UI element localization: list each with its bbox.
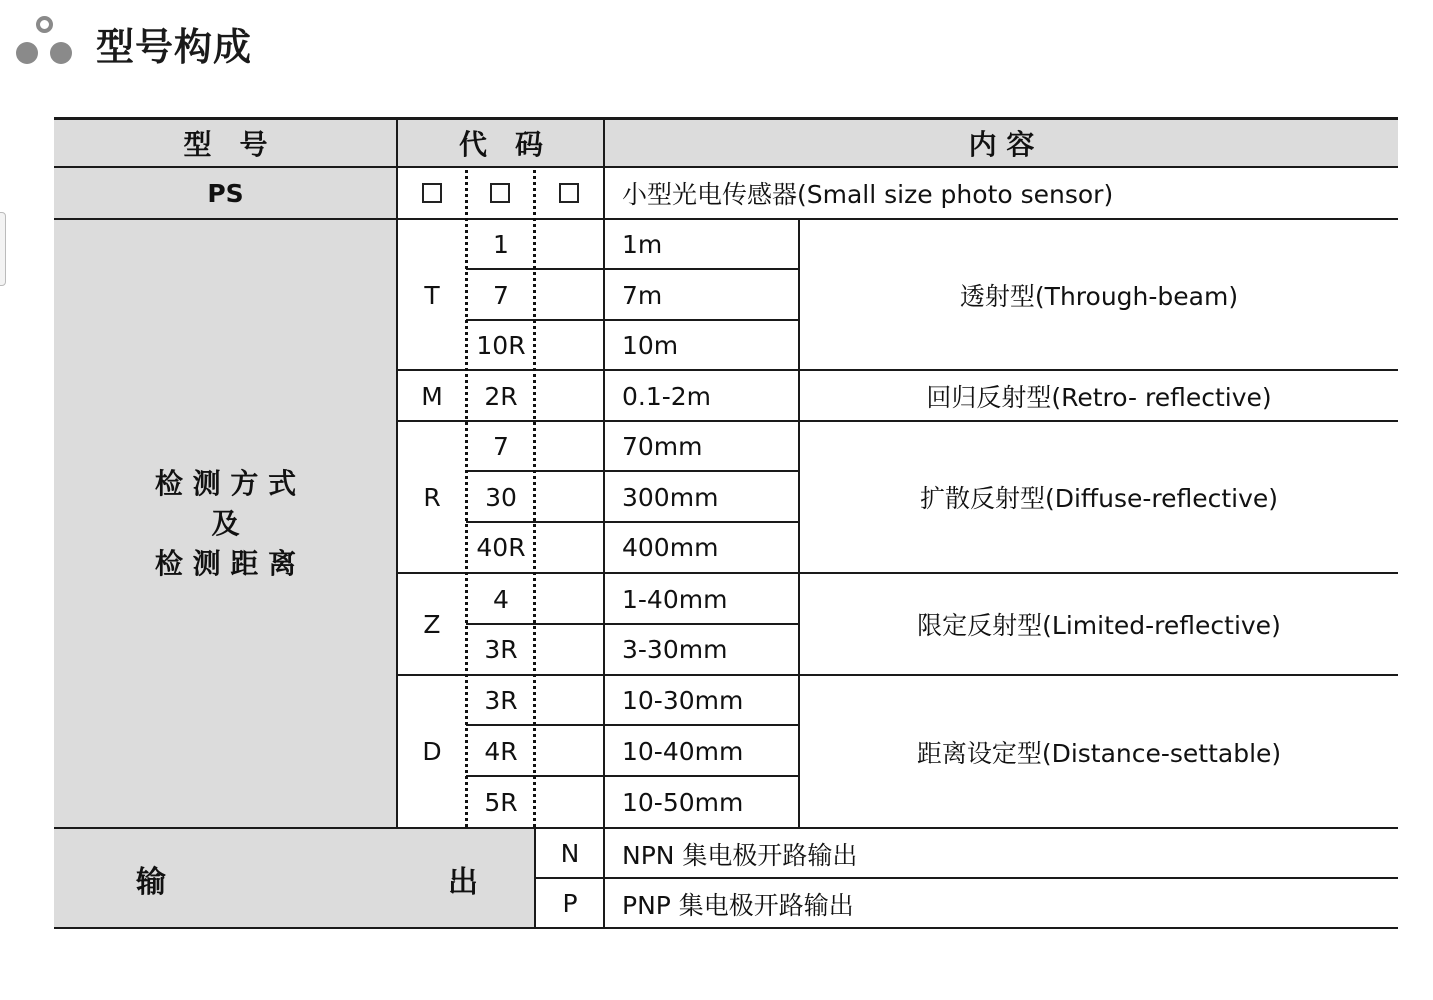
table-rule [466, 724, 800, 726]
sub-code: 40R [476, 533, 526, 562]
sub-code: 7 [493, 432, 509, 461]
code-separator-dotted [465, 170, 468, 827]
distance-value: 10m [622, 331, 679, 360]
sub-code: 2R [484, 381, 518, 411]
distance-value: 10-40mm [622, 736, 744, 766]
table-col-rule [798, 218, 800, 827]
group-code-t: T [424, 280, 440, 310]
type-diffuse-reflective: 扩散反射型(Diffuse-reflective) [919, 484, 1279, 513]
distance-value: 1m [622, 230, 663, 259]
output-pnp-description: PNP 集电极开路输出 [622, 890, 854, 920]
output-code-p: P [562, 889, 578, 918]
sub-code: 7 [493, 280, 509, 310]
table-rule [466, 623, 800, 625]
table-rule [466, 521, 800, 523]
table-rule [398, 420, 1398, 422]
detection-method-label [54, 220, 397, 827]
type-limited-reflective: 限定反射型(Limited-reflective) [917, 611, 1281, 640]
table-rule [466, 470, 800, 472]
header-code: 代 码 [398, 119, 604, 167]
detection-label-line-2: 及 [211, 506, 240, 540]
side-tab-handle[interactable] [0, 212, 6, 286]
group-code-m: M [421, 381, 443, 411]
output-code-n: N [560, 839, 580, 868]
header-content: 内 容 [605, 119, 1398, 167]
header-model: 型 号 [54, 119, 397, 167]
sub-code: 10R [476, 331, 526, 360]
type-through-beam: 透射型(Through-beam) [959, 282, 1239, 311]
code-box-3 [556, 181, 582, 205]
distance-value: 1-40mm [622, 584, 728, 614]
code-box-1 [419, 181, 445, 205]
distance-value: 7m [622, 280, 663, 310]
sub-code: 4R [484, 736, 518, 766]
table-rule [466, 268, 800, 270]
table-rule [398, 572, 1398, 574]
output-label [54, 829, 534, 928]
detection-label-line-1: 检 测 方 式 [154, 466, 297, 500]
output-npn-description: NPN 集电极开路输出 [622, 840, 858, 870]
output-label-right: 出 [448, 864, 478, 900]
distance-value: 0.1-2m [622, 381, 712, 411]
section-logo-icon [14, 16, 74, 68]
group-code-z: Z [423, 609, 441, 639]
ps-description: 小型光电传感器(Small size photo sensor) [622, 180, 1114, 209]
table-col-rule [603, 117, 605, 929]
table-rule [54, 218, 1398, 220]
output-label-left: 输 [136, 864, 166, 900]
table-rule [466, 775, 800, 777]
sub-code: 1 [493, 230, 509, 259]
table-rule [534, 877, 1398, 879]
detection-label-line-3: 检 测 距 离 [154, 546, 297, 580]
distance-value: 10-50mm [622, 787, 744, 817]
group-code-r: R [423, 482, 441, 512]
table-rule [398, 369, 1398, 371]
table-bottom-rule [54, 927, 1398, 929]
table-col-rule [534, 827, 536, 929]
distance-value: 10-30mm [622, 686, 744, 715]
type-retro-reflective: 回归反射型(Retro- reflective) [926, 383, 1272, 412]
table-rule [466, 319, 800, 321]
page-title: 型号构成 [96, 25, 253, 69]
ps-label: PS [54, 168, 397, 218]
model-composition-table [54, 117, 1398, 929]
sub-code: 30 [485, 482, 517, 512]
table-rule [54, 827, 1398, 829]
table-top-rule [54, 117, 1398, 120]
sub-code: 3R [484, 686, 518, 715]
group-code-d: D [422, 737, 442, 766]
distance-value: 3-30mm [622, 635, 728, 664]
table-col-rule [396, 117, 398, 827]
table-rule [398, 674, 1398, 676]
distance-value: 300mm [622, 482, 719, 512]
type-distance-settable: 距离设定型(Distance-settable) [916, 738, 1282, 768]
code-box-2 [487, 181, 513, 205]
sub-code: 4 [493, 584, 509, 614]
distance-value: 400mm [622, 533, 719, 562]
distance-value: 70mm [622, 432, 703, 461]
sub-code: 3R [484, 635, 518, 664]
table-rule [54, 166, 1398, 168]
sub-code: 5R [484, 787, 518, 817]
code-separator-dotted [533, 170, 536, 827]
